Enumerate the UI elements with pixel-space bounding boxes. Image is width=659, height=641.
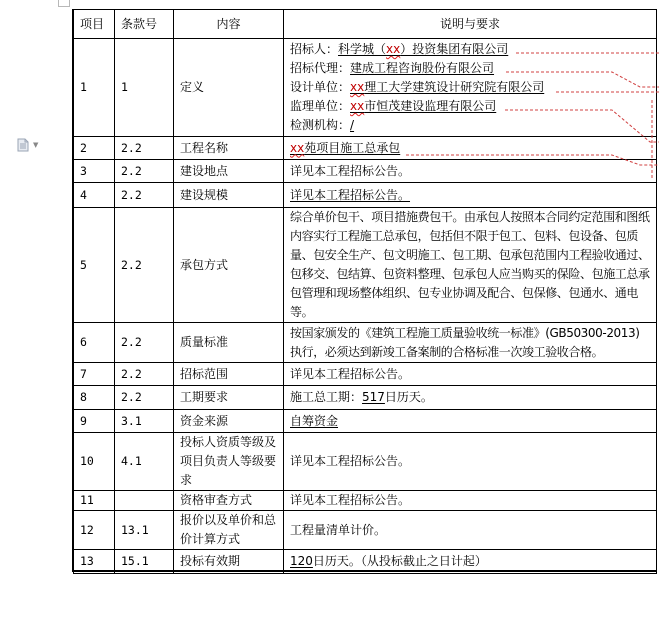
row-content: 工期要求 xyxy=(174,386,284,410)
row-description: 自筹资金 xyxy=(284,410,657,433)
row-item: 7 xyxy=(74,363,115,386)
table-row xyxy=(74,550,657,574)
row-clause: 2.2 xyxy=(115,183,174,208)
table-row xyxy=(74,363,657,386)
definition-label: 监理单位： xyxy=(290,99,351,113)
row-item: 8 xyxy=(74,386,115,410)
row-item: 9 xyxy=(74,410,115,433)
definition-label: 招标人： xyxy=(290,42,339,56)
row-content: 报价以及单价和总价计算方式 xyxy=(174,511,284,550)
table-row xyxy=(74,511,657,550)
table-row xyxy=(74,491,657,511)
duration-value: 517 xyxy=(362,390,385,404)
table-row xyxy=(74,433,657,491)
row-content: 承包方式 xyxy=(174,208,284,323)
row-clause: 2.2 xyxy=(115,160,174,183)
row-clause: 4.1 xyxy=(115,433,174,491)
row-description: 120日历天。（从投标截止之日计起） xyxy=(284,550,657,574)
row-description: 施工总工期：517日历天。 xyxy=(284,386,657,410)
table-row xyxy=(74,410,657,433)
row-description xyxy=(284,39,657,137)
row-clause: 15.1 xyxy=(115,550,174,574)
row-clause: 2.2 xyxy=(115,363,174,386)
row-content: 质量标准 xyxy=(174,323,284,363)
row-description: 详见本工程招标公告。 xyxy=(284,363,657,386)
row-clause: 2.2 xyxy=(115,208,174,323)
table-row xyxy=(74,386,657,410)
row-content: 投标人资质等级及项目负责人等级要求 xyxy=(174,433,284,491)
row-item: 6 xyxy=(74,323,115,363)
row-clause: 13.1 xyxy=(115,511,174,550)
document-icon[interactable] xyxy=(17,138,39,152)
row-description: 详见本工程招标公告。 xyxy=(284,160,657,183)
definition-value: / xyxy=(350,118,355,132)
spell-marked-text[interactable]: xx xyxy=(290,140,305,155)
table-row xyxy=(74,323,657,363)
chevron-down-icon[interactable]: ▼ xyxy=(33,141,39,149)
definition-value: xx市恒茂建设监理有限公司 xyxy=(350,99,497,113)
row-content: 建设地点 xyxy=(174,160,284,183)
row-item: 5 xyxy=(74,208,115,323)
page-corner-mark xyxy=(58,0,70,7)
definition-label: 招标代理： xyxy=(290,61,351,75)
spell-marked-text[interactable]: xx xyxy=(386,42,401,56)
definition-label: 设计单位： xyxy=(290,80,351,94)
table-row xyxy=(74,39,657,137)
definition-line xyxy=(290,40,650,59)
table-row xyxy=(74,137,657,160)
row-content: 投标有效期 xyxy=(174,550,284,574)
table-row xyxy=(74,160,657,183)
row-item: 1 xyxy=(74,39,115,137)
row-description: 按国家颁发的《建筑工程施工质量验收统一标准》(GB50300-2013)执行，必须达到新竣工备案制的合格标准一次竣工验收合格。 xyxy=(284,323,657,363)
definition-line xyxy=(290,116,650,135)
row-item: 4 xyxy=(74,183,115,208)
row-content: 资金来源 xyxy=(174,410,284,433)
row-clause xyxy=(115,491,174,511)
table-header-row xyxy=(74,10,657,39)
definition-value: 建成工程咨询股份有限公司 xyxy=(350,61,495,75)
row-clause: 1 xyxy=(115,39,174,137)
row-item: 12 xyxy=(74,511,115,550)
validity-value: 120 xyxy=(290,554,313,568)
row-description: 详见本工程招标公告。 xyxy=(284,491,657,511)
spell-marked-text[interactable]: xx xyxy=(350,99,365,113)
tender-spec-table xyxy=(73,9,657,574)
definition-line xyxy=(290,78,650,97)
row-item: 3 xyxy=(74,160,115,183)
definition-line xyxy=(290,97,650,116)
row-description: xx苑项目施工总承包 xyxy=(284,137,657,160)
definition-line xyxy=(290,59,650,78)
header-content: 内容 xyxy=(174,10,284,39)
row-content: 建设规模 xyxy=(174,183,284,208)
row-clause: 2.2 xyxy=(115,323,174,363)
row-clause: 2.2 xyxy=(115,386,174,410)
table-row xyxy=(74,208,657,323)
row-description: 详见本工程招标公告。 xyxy=(284,183,657,208)
row-item: 11 xyxy=(74,491,115,511)
row-item: 2 xyxy=(74,137,115,160)
table-row xyxy=(74,183,657,208)
document-icon-glyph xyxy=(17,138,29,152)
row-description: 综合单价包干、项目措施费包干。由承包人按照本合同约定范围和图纸内容实行工程施工总承包，包括但不限于包工、包料、包设备、包质量、包安全生产、包文明施工、包工期、包承包范围内工程验收通过、包移交、包结算、包资料整理、包承包人应当购买的保险、包施工总承包管理和现场整体组织、包专业协调及配合、包保修、包通水、通电等。 xyxy=(284,208,657,323)
row-content: 招标范围 xyxy=(174,363,284,386)
definition-value: xx理工大学建筑设计研究院有限公司 xyxy=(350,80,545,94)
row-clause: 3.1 xyxy=(115,410,174,433)
definition-label: 检测机构： xyxy=(290,118,351,132)
header-description: 说明与要求 xyxy=(284,10,657,39)
row-description: 工程量清单计价。 xyxy=(284,511,657,550)
definition-value: 科学城（xx）投资集团有限公司 xyxy=(338,42,509,56)
header-clause: 条款号 xyxy=(115,10,174,39)
row-description: 详见本工程招标公告。 xyxy=(284,433,657,491)
row-item: 13 xyxy=(74,550,115,574)
row-clause: 2.2 xyxy=(115,137,174,160)
spell-marked-text[interactable]: xx xyxy=(350,80,365,94)
row-content: 工程名称 xyxy=(174,137,284,160)
header-item: 项目 xyxy=(74,10,115,39)
row-item: 10 xyxy=(74,433,115,491)
row-content: 定义 xyxy=(174,39,284,137)
row-content: 资格审查方式 xyxy=(174,491,284,511)
